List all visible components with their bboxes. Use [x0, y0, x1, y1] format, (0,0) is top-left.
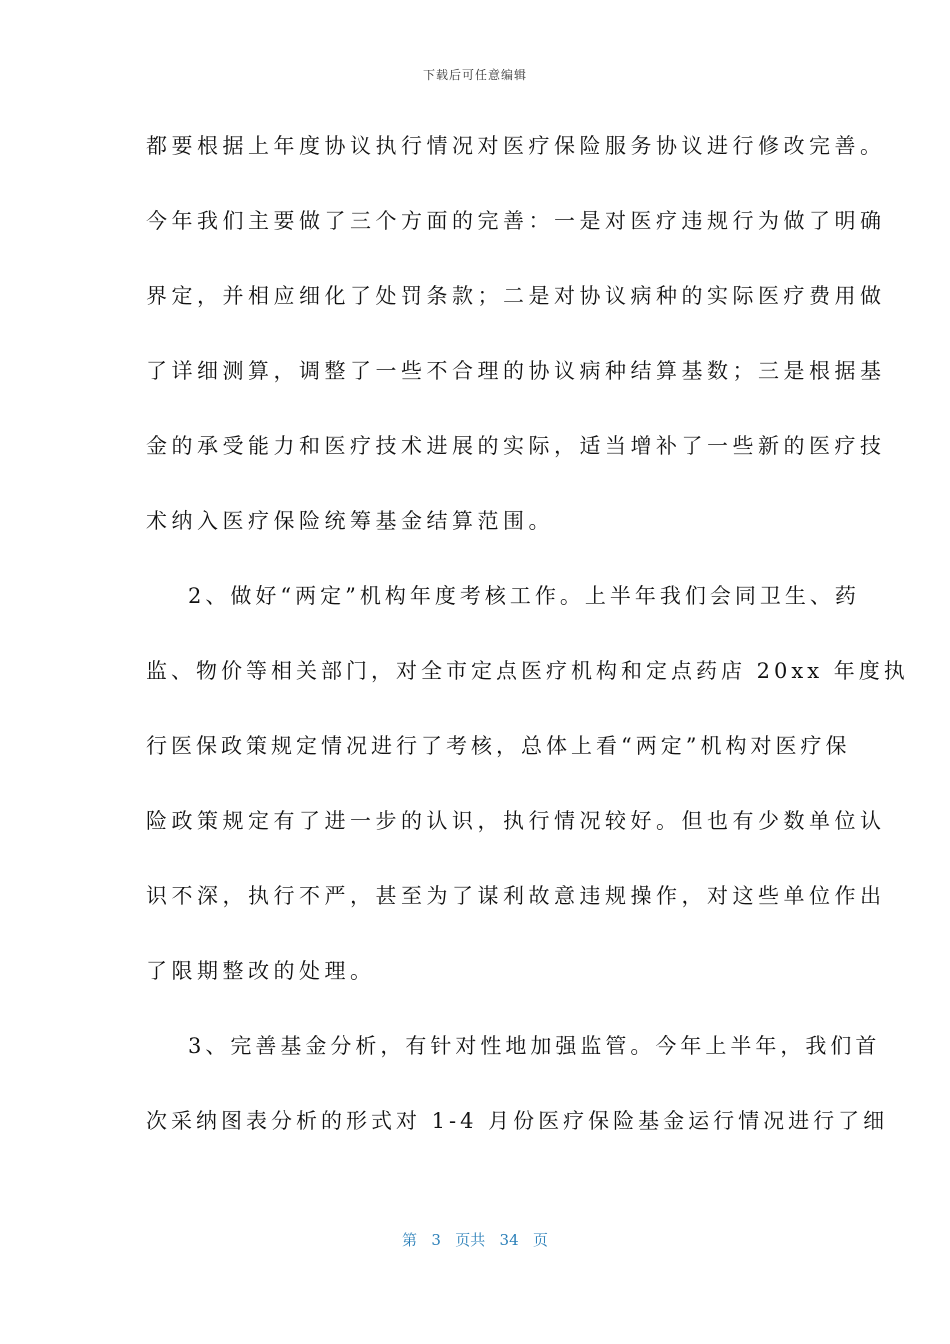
footer-prefix: 第	[402, 1231, 418, 1249]
footer-suffix: 页	[532, 1231, 548, 1249]
body-line-8: 监、物价等相关部门，对全市定点医疗机构和定点药店 20xx 年度执	[146, 659, 909, 683]
body-line-1: 都要根据上年度协议执行情况对医疗保险服务协议进行修改完善。	[146, 134, 886, 158]
body-line-6: 术纳入医疗保险统筹基金结算范围。	[146, 509, 554, 533]
body-line-14: 次采纳图表分析的形式对 1-4 月份医疗保险基金运行情况进行了细	[146, 1109, 889, 1133]
body-line-4: 了详细测算，调整了一些不合理的协议病种结算基数；三是根据基	[146, 359, 886, 383]
footer-current-page: 3	[431, 1231, 441, 1249]
body-line-3: 界定，并相应细化了处罚条款；二是对协议病种的实际医疗费用做	[146, 284, 886, 308]
body-line-7: 2、做好“两定”机构年度考核工作。上半年我们会同卫生、药	[188, 584, 860, 608]
body-line-12: 了限期整改的处理。	[146, 959, 376, 983]
body-line-11: 识不深，执行不严，甚至为了谋利故意违规操作，对这些单位作出	[146, 884, 886, 908]
footer-total-pages: 34	[499, 1231, 519, 1249]
body-line-2: 今年我们主要做了三个方面的完善：一是对医疗违规行为做了明确	[146, 209, 886, 233]
body-line-9: 行医保政策规定情况进行了考核，总体上看“两定”机构对医疗保	[146, 734, 851, 758]
body-line-5: 金的承受能力和医疗技术进展的实际，适当增补了一些新的医疗技	[146, 434, 886, 458]
page-header-note: 下载后可任意编辑	[422, 68, 527, 82]
body-line-13: 3、完善基金分析，有针对性地加强监管。今年上半年，我们首	[188, 1034, 881, 1058]
body-line-10: 险政策规定有了进一步的认识，执行情况较好。但也有少数单位认	[146, 809, 886, 833]
page-footer	[0, 1229, 950, 1250]
footer-middle: 页共	[455, 1231, 486, 1249]
